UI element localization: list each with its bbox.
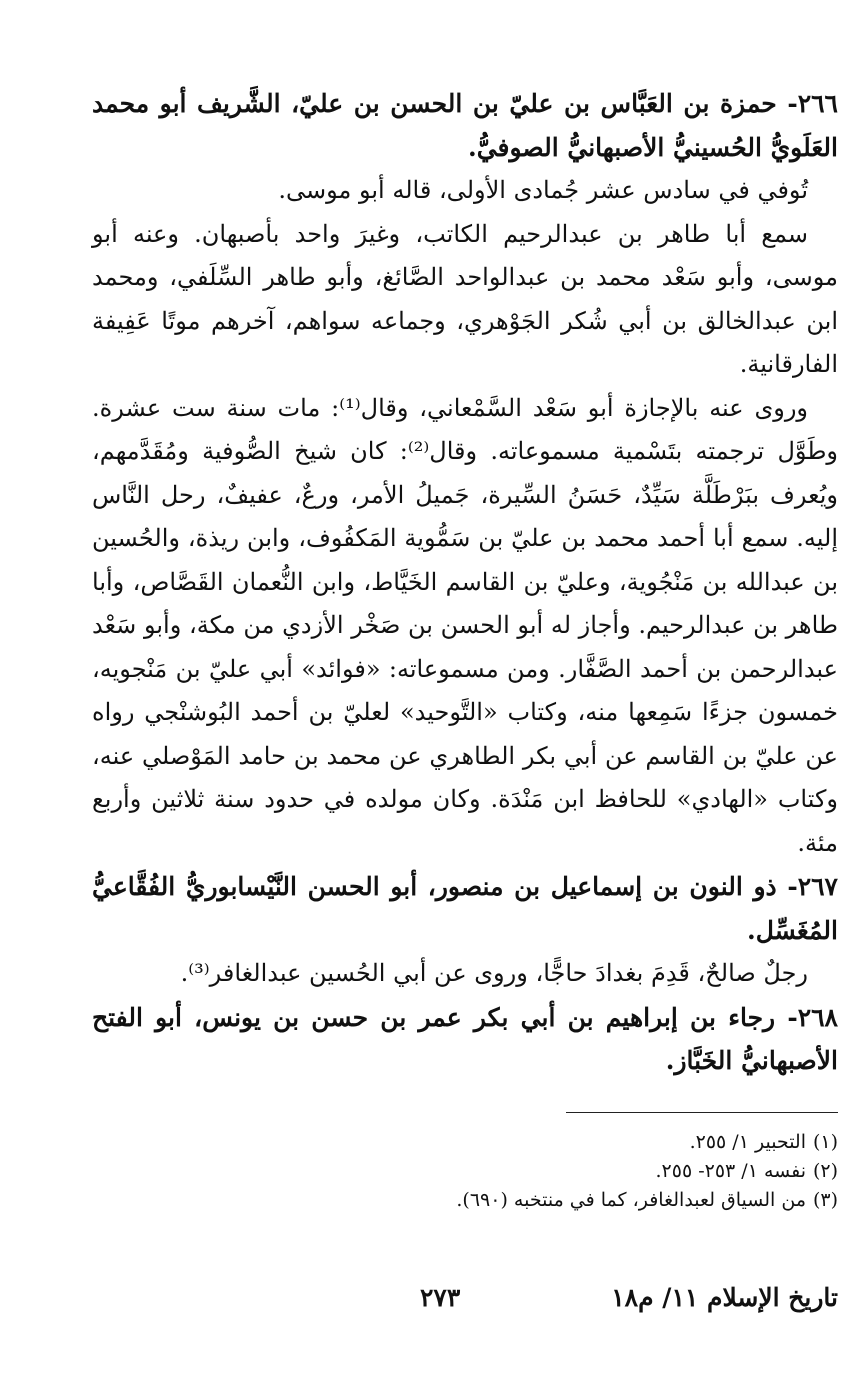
entry-266-heading: ٢٦٦- حمزة بن العَبَّاس بن عليّ بن الحسن بن عليّ، الشَّريف أبو محمد العَلَويُّ الحُسينيُّ الأصبهانيُّ الصوفيُّ. <box>92 89 838 162</box>
footnote-text: نفسه ١/ ٢٥٣- ٢٥٥. <box>655 1160 806 1182</box>
entry-267-body: رجلٌ صالحٌ، قَدِمَ بغدادَ حاجًّا، وروى عن أبي الحُسين عبدالغافر⁽³⁾. <box>180 959 808 987</box>
entry-266-hearing: سمع أبا طاهر بن عبدالرحيم الكاتب، وغيرَ واحد بأصبهان. وعنه أبو موسى، وأبو سَعْد محمد بن عبدالواحد الصَّائغ، وأبو طاهر السِّلَفي، ومحمد ابن عبدالخالق بن أبي شُكر الجَوْهري، وجماعه سواهم، آخرهم موتًا عَفِيفة الفارقانية. <box>92 219 838 378</box>
footnotes <box>92 1128 838 1215</box>
footnote-number: (٣) <box>812 1189 838 1211</box>
footnote-number: (٢) <box>812 1160 838 1182</box>
entry-266-biography: وروى عنه بالإجازة أبو سَعْد السَّمْعاني، وقال⁽¹⁾: مات سنة ست عشرة. وطَوَّل ترجمته بتَسْمية مسموعاته. وقال⁽²⁾: كان شيخ الصُّوفية ومُقَدَّمهم، ويُعرف ببَرْطَلَّة سَيِّدٌ، حَسَنُ السِّيرة، جَميلُ الأمر، ورعٌ، عفيفٌ، رحل النَّاس إليه. سمع أبا أحمد محمد بن عليّ بن سَمُّوية المَكفُوف، وابن ريذة، والحُسين بن عبدالله بن مَنْجُوية، وعليّ بن القاسم الخَيَّاط، وابن النُّعمان القَصَّاص، وأبا طاهر بن عبدالرحيم. وأجاز له أبو الحسن بن صَخْر الأزدي من مكة، وأبو سَعْد عبدالرحمن بن أحمد الصَّفَّار. ومن مسموعاته: «فوائد» أبي عليّ بن مَنْجويه، خمسون جزءًا سَمِعها منه، وكتاب «التَّوحيد» لعليّ بن أحمد البُوشنْجي رواه عن عليّ بن القاسم عن أبي بكر الطاهري عن محمد بن حامد المَوْصلي عنه، وكتاب «الهادي» للحافظ ابن مَنْدَة. وكان مولده في حدود سنة ثلاثين وأربع مئة. <box>92 393 839 857</box>
running-head: تاريخ الإسلام ١١/ م١٨ <box>611 1283 838 1312</box>
footnote-separator <box>566 1112 838 1113</box>
entry-266-death: تُوفي في سادس عشر جُمادى الأولى، قاله أبو موسى. <box>278 176 808 204</box>
footnote-number: (١) <box>812 1131 838 1153</box>
entry-268-heading: ٢٦٨- رجاء بن إبراهيم بن أبي بكر عمر بن حسن بن يونس، أبو الفتح الأصبهانيُّ الخَبَّاز. <box>92 1002 838 1075</box>
main-text <box>92 82 838 1083</box>
footnote-1 <box>92 1128 838 1157</box>
footnote-text: التحبير ١/ ٢٥٥. <box>689 1131 806 1153</box>
page-number: ٢٧٣ <box>420 1283 461 1312</box>
entry-267-heading: ٢٦٧- ذو النون بن إسماعيل بن منصور، أبو الحسن النَّيْسابوريُّ الفُقَّاعيُّ المُغَسِّل. <box>92 872 838 945</box>
footnote-3 <box>92 1186 838 1215</box>
footnote-2 <box>92 1157 838 1186</box>
footnote-text: من السياق لعبدالغافر، كما في منتخبه (٦٩٠). <box>456 1189 806 1211</box>
